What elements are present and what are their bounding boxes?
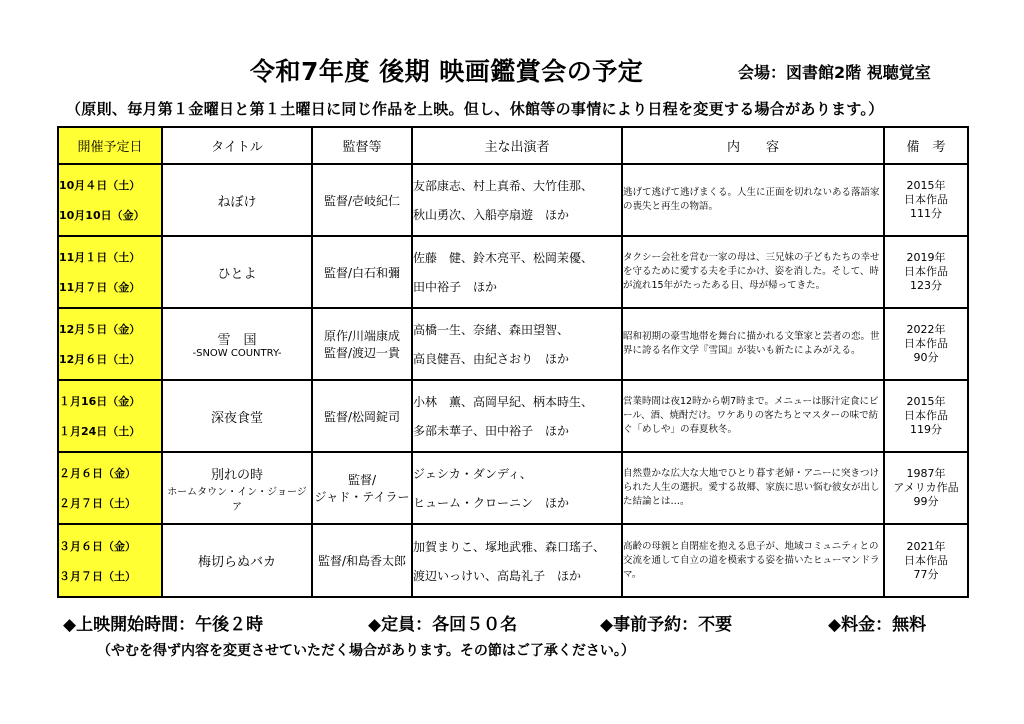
description-cell — [622, 524, 884, 597]
venue-label: 会場：図書館2階 視聴覚室 — [738, 63, 931, 82]
film-country: 日本作品 — [904, 337, 948, 350]
title-cell — [162, 308, 312, 380]
film-description: タクシー会社を営む一家の母は、三兄妹の子どもたちの幸せを守るために愛する夫を手にかけ、姿を消した。そして、時が流れ15年がたったある日、母が帰ってきた。 — [623, 252, 880, 291]
title-cell — [162, 236, 312, 308]
cast-line-2: 多部未華子、田中裕子 ほか — [413, 424, 570, 438]
director-line-1: 監督/和島香太郎 — [317, 554, 407, 568]
screening-date-2: １月24日（土） — [59, 425, 141, 438]
remarks-cell — [884, 164, 968, 236]
film-description: 高齢の母親と自閉症を抱える息子が、地域コミュニティとの交流を通して自立の道を模索する姿を描いたヒューマンドラマ。 — [623, 540, 880, 580]
description-cell — [622, 308, 884, 380]
table-row — [58, 236, 968, 308]
schedule-note: （原則、毎月第１金曜日と第１土曜日に同じ作品を上映。但し、休館等の事情により日程を変更する場合があります。） — [66, 100, 884, 118]
screening-date-1: １月16日（金） — [59, 395, 141, 408]
cast-line-1: ジェシカ・ダンディ、 — [413, 467, 532, 481]
date-cell — [58, 164, 162, 236]
table-row — [58, 380, 968, 452]
director-line-1: 原作/川端康成 — [323, 329, 401, 343]
remarks-cell — [884, 236, 968, 308]
table-row — [58, 308, 968, 380]
film-country: 日本作品 — [904, 553, 948, 567]
screening-date-1: 12月５日（金） — [59, 323, 141, 336]
cast-line-1: 高橋一生、奈緒、森田望智、 — [413, 323, 570, 337]
remarks-cell — [884, 308, 968, 380]
film-country: 日本作品 — [904, 409, 948, 422]
header-title: タイトル — [162, 127, 312, 164]
film-title: ひとよ — [217, 266, 257, 282]
director-cell — [312, 524, 412, 597]
info-bar — [0, 610, 1024, 634]
remarks-cell — [884, 452, 968, 524]
cast-cell — [412, 308, 622, 380]
header-remarks: 備 考 — [884, 127, 968, 164]
release-year: 2019年 — [906, 251, 946, 264]
director-cell — [312, 380, 412, 452]
cast-cell — [412, 452, 622, 524]
screening-date-1: ２月６日（金） — [59, 467, 136, 480]
cast-line-1: 加賀まりこ、塚地武雅、森口瑤子、 — [413, 539, 606, 554]
cast-cell — [412, 524, 622, 597]
title-cell — [162, 452, 312, 524]
film-title: 深夜食堂 — [210, 410, 263, 426]
screening-date-2: 10月10日（金） — [59, 209, 145, 222]
release-year: 2015年 — [906, 395, 946, 408]
cast-line-2: 田中裕子 ほか — [413, 280, 498, 294]
director-line-1: 監督/壱岐紀仁 — [323, 193, 401, 208]
cast-line-2: 高良健吾、由紀さおり ほか — [413, 352, 570, 366]
release-year: 2015年 — [906, 179, 946, 192]
change-notice: （やむを得ず内容を変更させていただく場合があります。その節はご了承ください。） — [97, 643, 635, 659]
date-cell — [58, 236, 162, 308]
director-cell — [312, 452, 412, 524]
cast-line-2: 秋山勇次、入船亭扇遊 ほか — [413, 208, 570, 222]
header-cast: 主な出演者 — [412, 127, 622, 164]
film-description: 昭和初期の豪雪地帯を舞台に描かれる文筆家と芸者の恋。世界に誇る名作文学『雪国』が装いも新たによみがえる。 — [623, 331, 880, 356]
cast-line-2: 渡辺いっけい、高島礼子 ほか — [413, 568, 582, 583]
director-cell — [312, 236, 412, 308]
screening-date-2: ２月７日（土） — [59, 497, 136, 510]
director-line-2: ジャド・テイラー — [314, 490, 410, 504]
header-director: 監督等 — [312, 127, 412, 164]
film-title: ねぼけ — [217, 194, 257, 210]
description-cell — [622, 380, 884, 452]
table-row — [58, 524, 968, 597]
schedule-table — [57, 126, 969, 598]
film-description: 営業時間は夜12時から朝7時まで。メニューは豚汁定食にビール、酒、焼酎だけ。ワケありの客たちとマスターの味で紡ぐ「めしや」の春夏秋冬。 — [623, 396, 879, 435]
page-title: 令和7年度 後期 映画鑑賞会の予定 — [250, 57, 644, 86]
running-time: 119分 — [910, 423, 942, 436]
film-country: アメリカ作品 — [893, 481, 959, 494]
running-time: 99分 — [913, 495, 939, 508]
start-time-info: ◆上映開始時間：午後２時 — [63, 615, 264, 635]
running-time: 90分 — [913, 351, 939, 364]
table-row — [58, 164, 968, 236]
reservation-info: ◆事前予約：不要 — [600, 615, 733, 635]
screening-date-1: 11月１日（土） — [59, 251, 141, 264]
screening-date-2: 11月７日（金） — [59, 281, 141, 294]
director-line-1: 監督/松岡錠司 — [323, 409, 401, 424]
header-date: 開催予定日 — [58, 127, 162, 164]
table-header-row — [58, 127, 968, 164]
film-title: 別れの時 — [210, 467, 263, 483]
cast-line-1: 佐藤 健、鈴木亮平、松岡茉優、 — [413, 251, 594, 265]
director-line-1: 監督/白石和彌 — [323, 265, 401, 280]
cast-line-2: ヒューム・クローニン ほか — [413, 496, 570, 510]
film-title: 梅切らぬバカ — [197, 555, 276, 570]
screening-date-1: ３月６日（金） — [59, 539, 136, 553]
screening-date-2: ３月７日（土） — [59, 569, 136, 583]
running-time: 111分 — [910, 207, 942, 220]
title-row — [0, 52, 1024, 88]
cast-cell — [412, 236, 622, 308]
remarks-cell — [884, 524, 968, 597]
running-time: 123分 — [910, 279, 942, 292]
fee-info: ◆料金：無料 — [828, 615, 927, 635]
film-title: 雪 国 — [217, 333, 257, 348]
date-cell — [58, 452, 162, 524]
film-subtitle: -SNOW COUNTRY- — [192, 348, 282, 359]
header-description: 内 容 — [622, 127, 884, 164]
date-cell — [58, 524, 162, 597]
release-year: 2022年 — [906, 323, 946, 336]
date-cell — [58, 380, 162, 452]
remarks-cell — [884, 380, 968, 452]
film-description: 自然豊かな広大な大地でひとり暮す老婦・アニーに突きつけられた人生の選択。愛する故郷、家族に思い悩む彼女が出した結論とは…。 — [623, 468, 880, 507]
cast-cell — [412, 380, 622, 452]
director-line-1: 監督/ — [347, 473, 377, 487]
film-subtitle: ホームタウン・イン・ジョージア — [167, 486, 307, 513]
title-cell — [162, 164, 312, 236]
screening-date-1: 10月４日（土） — [59, 179, 141, 192]
cast-line-1: 小林 薫、高岡早紀、柄本時生、 — [413, 395, 594, 409]
film-description: 逃げて逃げて逃げまくる。人生に正面を切れないある落語家の喪失と再生の物語。 — [623, 187, 880, 212]
director-line-2: 監督/渡辺一貴 — [323, 346, 401, 360]
release-year: 2021年 — [906, 539, 946, 553]
capacity-info: ◆定員：各回５０名 — [368, 615, 518, 635]
description-cell — [622, 452, 884, 524]
table-row — [58, 452, 968, 524]
cast-line-1: 友部康志、村上真希、大竹佳那、 — [413, 179, 594, 193]
title-cell — [162, 380, 312, 452]
film-country: 日本作品 — [904, 265, 948, 278]
director-cell — [312, 308, 412, 380]
director-cell — [312, 164, 412, 236]
date-cell — [58, 308, 162, 380]
cast-cell — [412, 164, 622, 236]
film-country: 日本作品 — [904, 193, 948, 206]
title-cell — [162, 524, 312, 597]
release-year: 1987年 — [906, 467, 946, 480]
description-cell — [622, 236, 884, 308]
screening-date-2: 12月６日（土） — [59, 353, 141, 366]
description-cell — [622, 164, 884, 236]
running-time: 77分 — [913, 567, 939, 581]
